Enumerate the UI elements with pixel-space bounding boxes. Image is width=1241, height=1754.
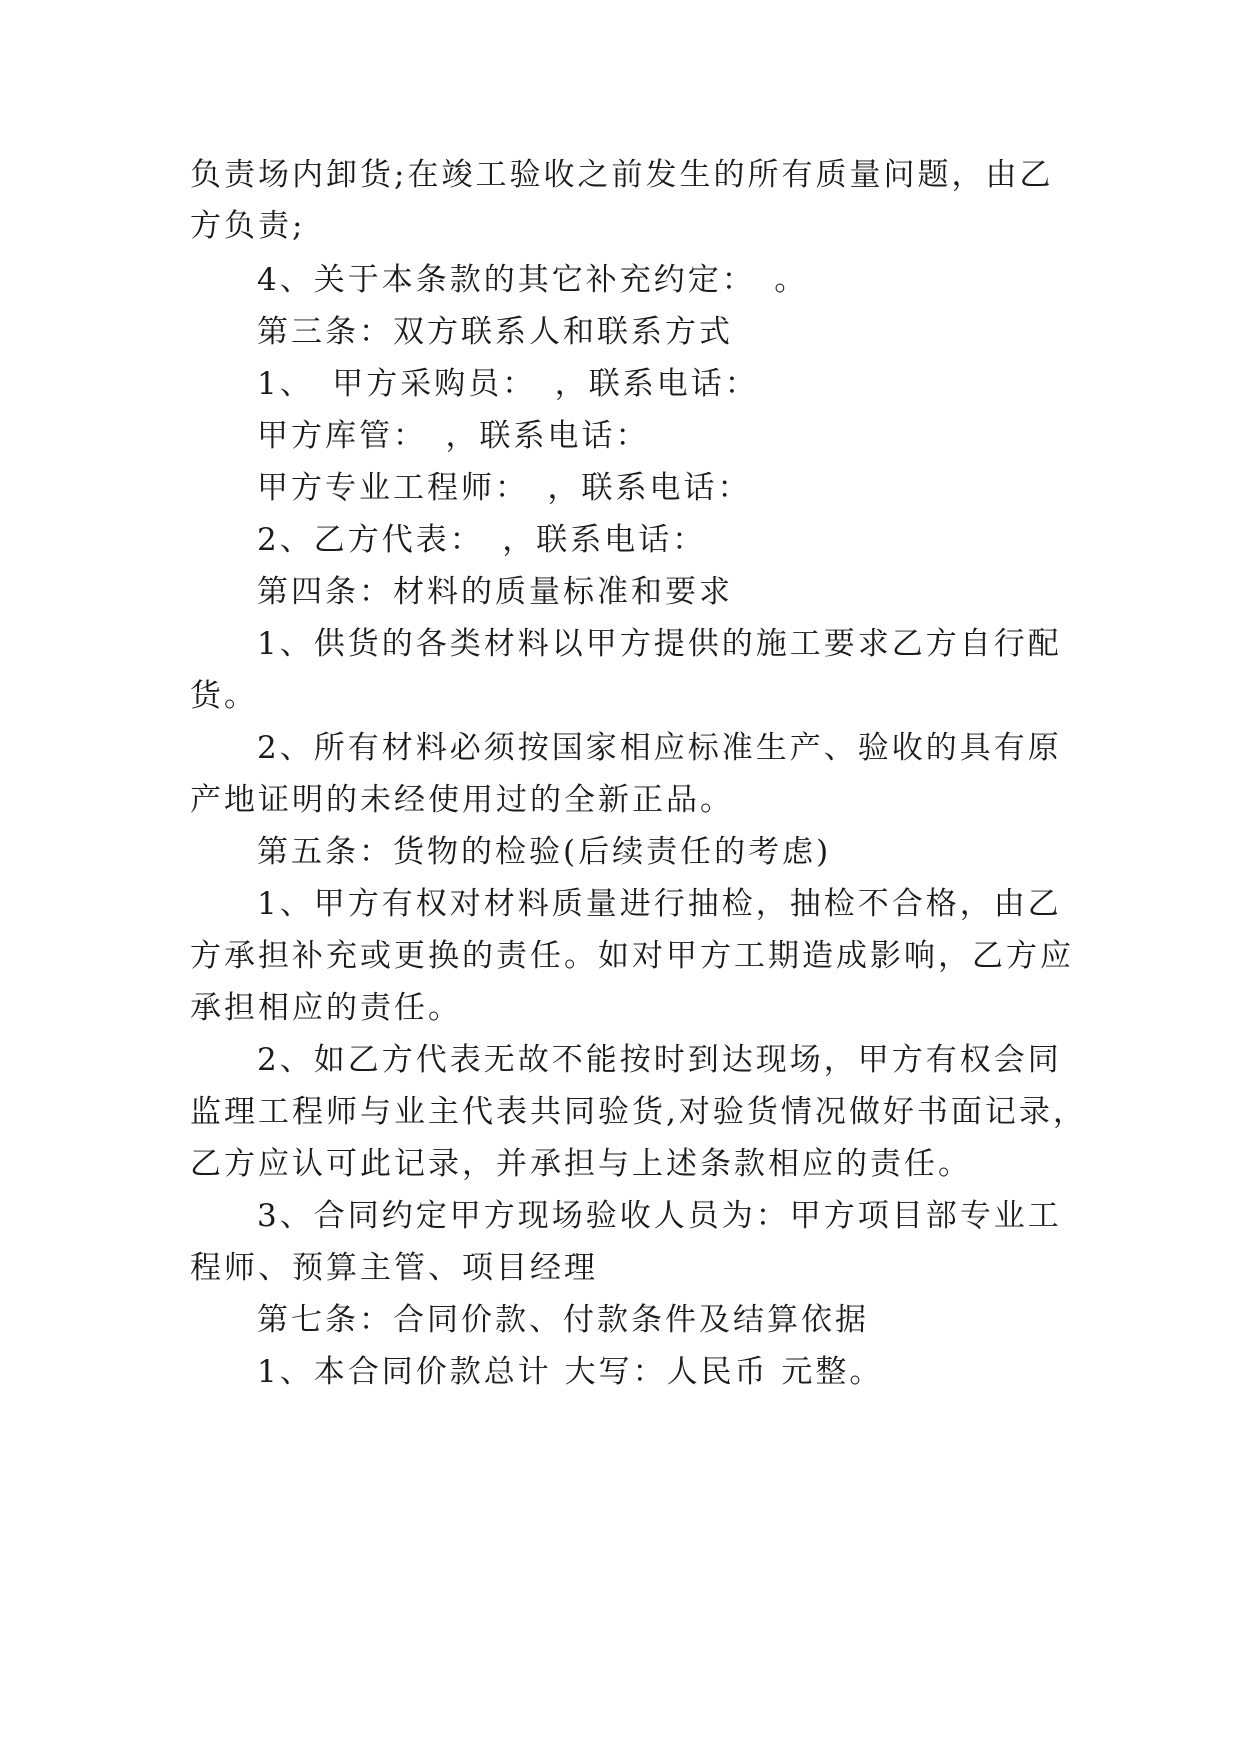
text-line: 1、供货的各类材料以甲方提供的施工要求乙方自行配 (257, 626, 1062, 662)
text-line: 货。 (190, 678, 258, 714)
text-line: 乙方应认可此记录，并承担与上述条款相应的责任。 (190, 1146, 972, 1182)
text-line: 4、关于本条款的其它补充约定： 。 (257, 262, 809, 298)
text-line: 监理工程师与业主代表共同验货,对验货情况做好书面记录， (190, 1094, 1087, 1130)
text-line: 甲方专业工程师： ，联系电话： (257, 470, 752, 506)
text-line: 负责场内卸货;在竣工验收之前发生的所有质量问题，由乙 (190, 157, 1054, 193)
text-line: 3、合同约定甲方现场验收人员为：甲方项目部专业工 (257, 1198, 1062, 1234)
section-heading: 第七条：合同价款、付款条件及结算依据 (257, 1302, 869, 1338)
text-line: 产地证明的未经使用过的全新正品。 (190, 782, 734, 818)
text-line: 1、本合同价款总计 大写：人民币 元整。 (257, 1354, 884, 1390)
text-line: 2、乙方代表： ，联系电话： (257, 522, 707, 558)
text-line: 1、 甲方采购员： ，联系电话： (257, 366, 759, 402)
section-heading: 第三条：双方联系人和联系方式 (257, 314, 733, 350)
text-line: 承担相应的责任。 (190, 990, 462, 1026)
section-heading: 第四条：材料的质量标准和要求 (257, 574, 733, 610)
text-line: 2、如乙方代表无故不能按时到达现场，甲方有权会同 (257, 1042, 1062, 1078)
text-line: 2、所有材料必须按国家相应标准生产、验收的具有原 (257, 730, 1062, 766)
text-line: 甲方库管： ，联系电话： (257, 418, 650, 454)
text-line: 方承担补充或更换的责任。如对甲方工期造成影响，乙方应 (190, 938, 1074, 974)
text-line: 1、甲方有权对材料质量进行抽检，抽检不合格，由乙 (257, 886, 1062, 922)
section-heading: 第五条：货物的检验(后续责任的考虑) (257, 834, 832, 870)
text-line: 方负责; (190, 208, 306, 244)
text-line: 程师、预算主管、项目经理 (190, 1250, 598, 1286)
